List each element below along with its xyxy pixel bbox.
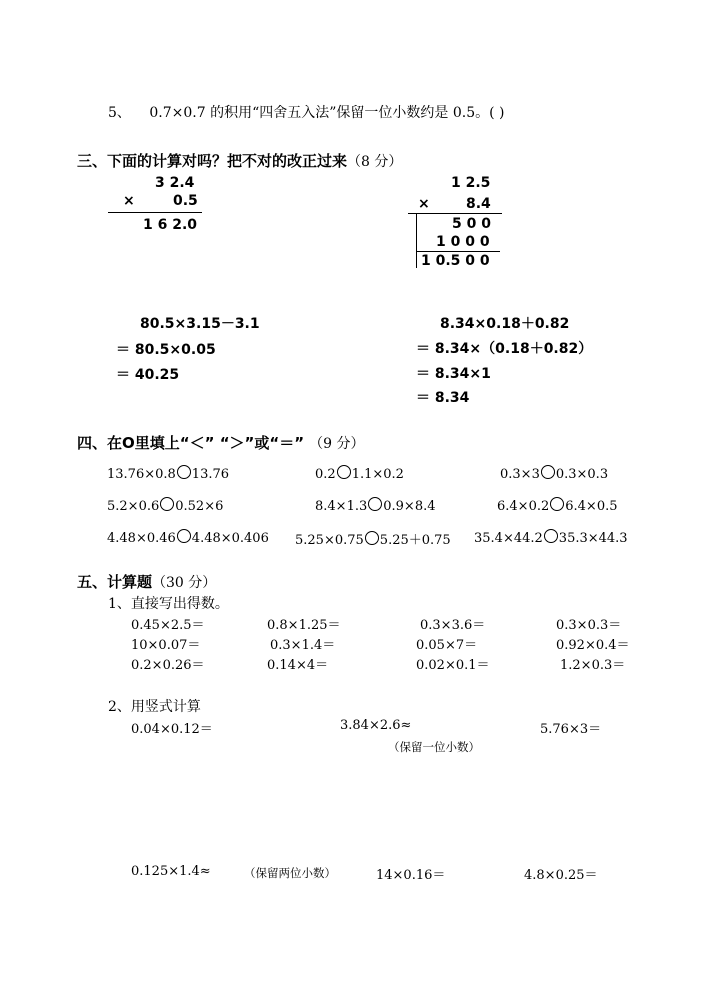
- calc-a-row-1: 3 2.4: [155, 175, 195, 191]
- question-number: 5、: [108, 105, 131, 121]
- compare-item: 4.48×0.46 4.48×0.406: [107, 531, 269, 546]
- oral-item: 10×0.07＝: [131, 638, 201, 653]
- oral-item: 0.02×0.1＝: [416, 658, 490, 673]
- answer-circle[interactable]: [541, 465, 555, 479]
- multiply-sign: ×: [418, 196, 430, 212]
- vertical-note: （保留一位小数）: [388, 740, 480, 754]
- section-points: （8 分）: [347, 154, 403, 170]
- calc-a-product: 1 6 2.0: [143, 217, 198, 233]
- oral-item: 0.3×0.3＝: [556, 618, 622, 633]
- answer-circle[interactable]: [177, 529, 191, 543]
- calc-a-rule: [108, 212, 202, 213]
- vertical-note: （保留两位小数）: [244, 866, 336, 880]
- compare-item: 5.25×0.75 5.25＋0.75: [295, 533, 451, 548]
- subsection-1-title: 1、直接写出得数。: [108, 596, 229, 612]
- answer-circle[interactable]: [365, 531, 379, 545]
- answer-circle[interactable]: [160, 497, 174, 511]
- oral-item: 0.2×0.26＝: [131, 658, 205, 673]
- question-5: [108, 102, 505, 122]
- oral-item: 0.3×1.4＝: [270, 638, 336, 653]
- question-text: 0.7×0.7 的积用“四舍五入法”保留一位小数约是 0.5。( ): [149, 105, 505, 121]
- calc-d-line-4: ＝ 8.34: [416, 390, 470, 406]
- calc-b-partial-2: 1 0 0 0: [436, 234, 490, 250]
- calc-b-product: 1 0.5 0 0: [421, 253, 490, 269]
- calc-b-row-2: 8.4: [466, 196, 491, 212]
- oral-item: 0.05×7＝: [416, 638, 478, 653]
- calc-b-rule-1: [408, 213, 502, 214]
- oral-item: 1.2×0.3＝: [560, 658, 626, 673]
- calc-b-rule-2: [416, 251, 500, 252]
- compare-item: 35.4×44.2 35.3×44.3: [474, 531, 628, 546]
- calc-d-line-1: 8.34×0.18＋0.82: [440, 316, 570, 332]
- section-4-heading: [77, 432, 365, 453]
- vertical-item: 4.8×0.25＝: [524, 868, 598, 883]
- section-3-heading: [77, 150, 402, 171]
- vertical-item: 5.76×3＝: [540, 722, 602, 737]
- calc-b-row-1: 1 2.5: [451, 175, 491, 191]
- vertical-item: 14×0.16＝: [376, 868, 446, 883]
- section-title: 五、计算题: [77, 573, 153, 591]
- multiply-sign: ×: [123, 193, 135, 209]
- section-title: 四、在O里填上“＜” “＞”或“＝”: [77, 434, 305, 452]
- oral-item: 0.8×1.25＝: [267, 618, 341, 633]
- compare-item: 0.2 1.1×0.2: [315, 467, 404, 482]
- oral-item: 0.14×4＝: [267, 658, 329, 673]
- answer-circle[interactable]: [337, 465, 351, 479]
- oral-item: 0.3×3.6＝: [420, 618, 486, 633]
- section-5-heading: [77, 571, 216, 592]
- calc-b-margin-line: [416, 214, 417, 268]
- section-points: （9 分）: [316, 436, 365, 452]
- section-points: （30 分）: [152, 575, 217, 591]
- compare-item: 5.2×0.6 0.52×6: [107, 499, 224, 514]
- vertical-item: 0.04×0.12＝: [131, 722, 213, 737]
- compare-item: 0.3×3 0.3×0.3: [500, 467, 609, 482]
- subsection-2-title: 2、用竖式计算: [108, 699, 201, 715]
- oral-item: 0.45×2.5＝: [131, 618, 205, 633]
- vertical-item: 3.84×2.6≈: [340, 718, 412, 733]
- calc-c-line-2: ＝ 80.5×0.05: [116, 342, 216, 358]
- answer-circle[interactable]: [368, 497, 382, 511]
- answer-circle[interactable]: [550, 497, 564, 511]
- calc-c-line-1: 80.5×3.15－3.1: [140, 316, 260, 332]
- compare-item: 8.4×1.3 0.9×8.4: [315, 499, 436, 514]
- answer-circle[interactable]: [544, 529, 558, 543]
- vertical-item: 0.125×1.4≈: [131, 864, 211, 879]
- calc-d-line-3: ＝ 8.34×1: [416, 366, 491, 382]
- calc-c-line-3: ＝ 40.25: [116, 367, 180, 383]
- oral-item: 0.92×0.4＝: [556, 638, 630, 653]
- compare-item: 6.4×0.2 6.4×0.5: [497, 499, 618, 514]
- calc-b-partial-1: 5 0 0: [452, 216, 491, 232]
- section-title: 三、下面的计算对吗？把不对的改正过来: [77, 152, 348, 170]
- calc-a-row-2: 0.5: [173, 193, 198, 209]
- compare-item: 13.76×0.8 13.76: [107, 467, 230, 482]
- answer-circle[interactable]: [177, 465, 191, 479]
- calc-d-line-2: ＝ 8.34×（0.18＋0.82）: [416, 341, 593, 357]
